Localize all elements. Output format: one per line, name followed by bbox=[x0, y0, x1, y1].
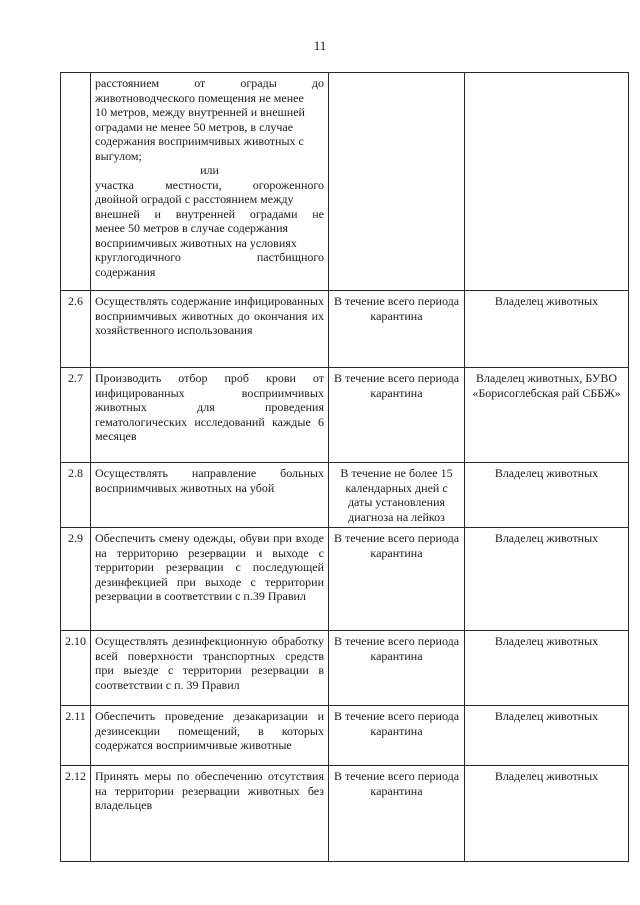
row-number-cell: 2.8 bbox=[61, 463, 91, 528]
table-row-2-6 bbox=[61, 291, 629, 368]
table-row-2-10 bbox=[61, 631, 629, 706]
row-number-cell bbox=[61, 73, 91, 291]
action-cell bbox=[91, 73, 329, 291]
text-line: двойной оградой с расстоянием между bbox=[95, 192, 294, 206]
table-row-2-8 bbox=[61, 463, 629, 528]
text-line: животноводческого помещения не менее bbox=[95, 90, 304, 105]
responsible-cell: Владелец животных bbox=[465, 463, 629, 528]
page-number: 11 bbox=[313, 38, 327, 53]
action-cell: Осуществлять содержание инфицированных восприимчивых животных до окончания их хозяйственного использования bbox=[91, 291, 329, 368]
text-line: восприимчивых животных на условиях bbox=[95, 235, 297, 250]
row-number-cell: 2.6 bbox=[61, 291, 91, 368]
action-cell: Обеспечить смену одежды, обуви при входе на территорию резервации и выходе с территории резервации с последующей дезинфекцией при выходе с территории резервации в соответствии с п.39 Правил bbox=[91, 528, 329, 631]
term-cell: В течение всего периода карантина bbox=[329, 291, 465, 368]
term-cell: В течение не более 15 календарных дней с даты установления диагноза на лейкоз bbox=[329, 463, 465, 528]
action-cell: Осуществлять направление больных восприимчивых животных на убой bbox=[91, 463, 329, 528]
responsible-cell bbox=[465, 73, 629, 291]
row-number-cell: 2.12 bbox=[61, 766, 91, 862]
table-row-2-11 bbox=[61, 706, 629, 766]
table-row-2-12 bbox=[61, 766, 629, 862]
text-line: круглогодичного пастбищного bbox=[95, 250, 324, 264]
text-line: участка местности, огороженного bbox=[95, 177, 324, 192]
table-row-2-9 bbox=[61, 528, 629, 631]
responsible-cell: Владелец животных bbox=[465, 291, 629, 368]
term-cell: В течение всего периода карантина bbox=[329, 528, 465, 631]
text-line: расстоянием от ограды до bbox=[95, 76, 324, 90]
text-line: оградами не менее 50 метров, в случае bbox=[95, 119, 294, 134]
row-number-cell: 2.11 bbox=[61, 706, 91, 766]
row-number-cell: 2.7 bbox=[61, 368, 91, 463]
term-cell: В течение всего периода карантина bbox=[329, 368, 465, 463]
action-cell: Производить отбор проб крови от инфицированных восприимчивых животных для проведения гематологических исследований каждые 6 месяцев bbox=[91, 368, 329, 463]
text-line: внешней и внутренней оградами не bbox=[95, 206, 324, 221]
action-cell: Осуществлять дезинфекционную обработку всей поверхности транспортных средств при выезде с территории резервации в соответствии с п. 39 Правил bbox=[91, 631, 329, 706]
measures-table bbox=[60, 72, 629, 862]
text-line: или bbox=[200, 163, 219, 177]
action-cell: Обеспечить проведение дезакаризации и дезинсекции помещений, в которых содержатся восприимчивые животные bbox=[91, 706, 329, 766]
text-line: содержания восприимчивых животных с bbox=[95, 134, 304, 148]
term-cell bbox=[329, 73, 465, 291]
row-number-cell: 2.9 bbox=[61, 528, 91, 631]
responsible-cell: Владелец животных bbox=[465, 706, 629, 766]
term-cell: В течение всего периода карантина bbox=[329, 706, 465, 766]
responsible-cell: Владелец животных, БУВО «Борисоглебская рай СББЖ» bbox=[465, 368, 629, 463]
action-cell: Принять меры по обеспечению отсутствия на территории резервации животных без владельцев bbox=[91, 766, 329, 862]
responsible-cell: Владелец животных bbox=[465, 631, 629, 706]
text-line: 10 метров, между внутренней и внешней bbox=[95, 105, 305, 119]
text-line: выгулом; bbox=[95, 148, 142, 163]
term-cell: В течение всего периода карантина bbox=[329, 631, 465, 706]
table-row-continuation bbox=[61, 73, 629, 291]
text-line: содержания bbox=[95, 264, 156, 279]
responsible-cell: Владелец животных bbox=[465, 766, 629, 862]
table-row-2-7 bbox=[61, 368, 629, 463]
term-cell: В течение всего периода карантина bbox=[329, 766, 465, 862]
row-number-cell: 2.10 bbox=[61, 631, 91, 706]
text-line: менее 50 метров в случае содержания bbox=[95, 221, 289, 235]
responsible-cell: Владелец животных bbox=[465, 528, 629, 631]
